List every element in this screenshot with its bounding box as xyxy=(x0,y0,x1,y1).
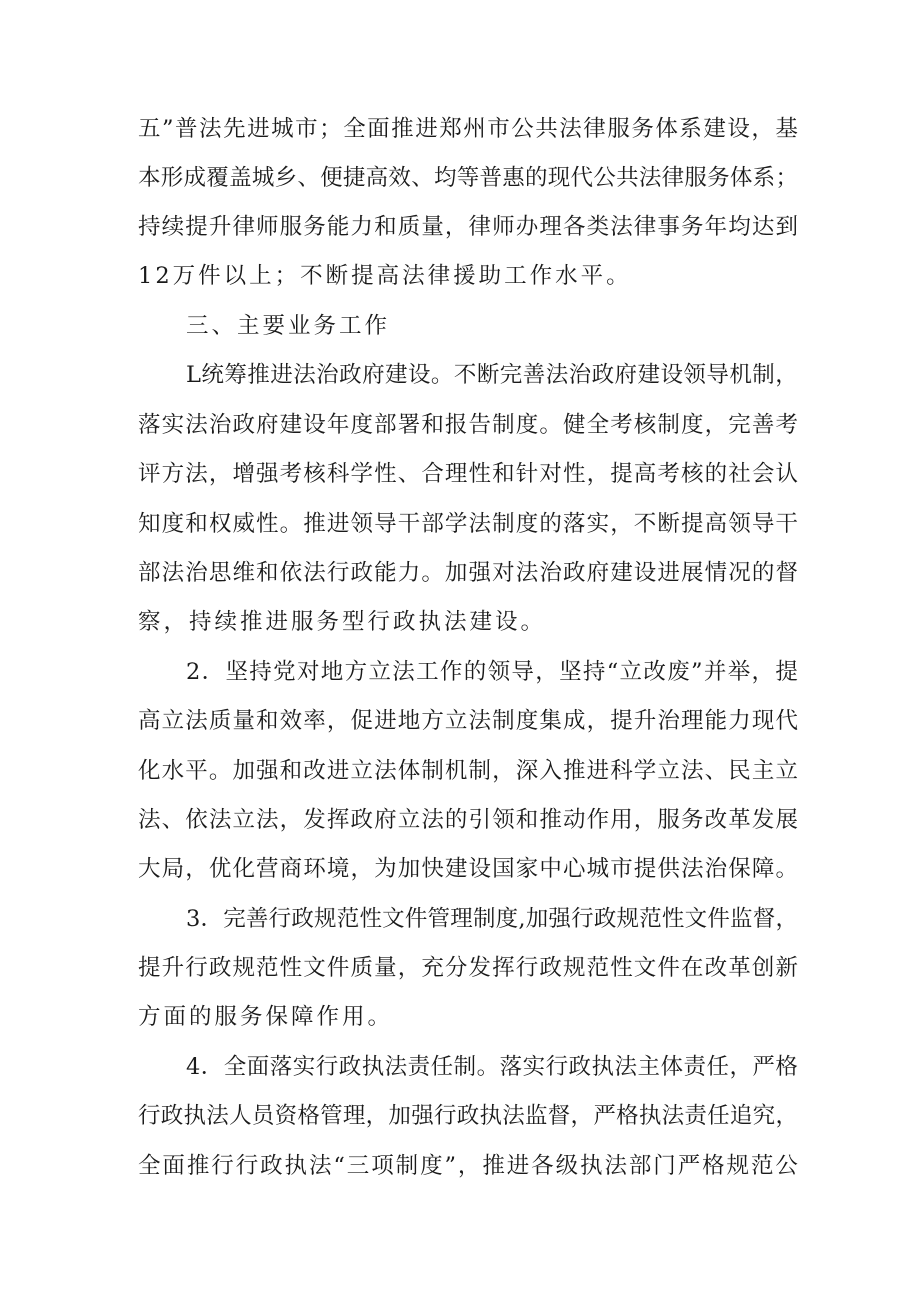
text-line: 评 方 法 ， 增 强 考 核 科 学 性 、 合 理 性 和 针 对 性 ， 提 高 考 核 的 社 会 认 xyxy=(138,461,798,487)
text-line: 方面的服务保障作用。 xyxy=(138,1004,394,1030)
text-line: 化 水 平 。 加 强 和 改 进 立 法 体 制 机 制 ， 深 入 推 进 科 学 立 法 、 民 主 立 xyxy=(138,758,798,784)
text-line: 法 、 依 法 立 法 ， 发 挥 政 府 立 法 的 引 领 和 推 动 作 用 ， 服 务 改 革 发 展 xyxy=(138,807,798,833)
text-line: 全 面 推 行 行 政 执 法 “ 三 项 制 度 ” ， 推 进 各 级 执 法 部 门 严 格 规 范 公 xyxy=(138,1153,798,1179)
paragraph-1-start: L 统 筹 推 进 法 治 政 府 建 设 。 不 断 完 善 法 治 政 府 建 设 领 导 机 制 ， xyxy=(186,362,798,388)
paragraph-3-start: 3 ． 完 善 行 政 规 范 性 文 件 管 理 制 度 , 加 强 行 政 规 范 性 文 件 监 督 ， xyxy=(186,906,798,932)
text-line: 部 法 治 思 维 和 依 法 行 政 能 力 。 加 强 对 法 治 政 府 建 设 进 展 情 况 的 督 xyxy=(138,560,798,586)
text-line: 12万件以上；不断提高法律援助工作水平。 xyxy=(138,263,632,289)
text-line: 持 续 提 升 律 师 服 务 能 力 和 质 量 ， 律 师 办 理 各 类 法 律 事 务 年 均 达 到 xyxy=(138,214,798,240)
paragraph-2-start: 2 ． 坚 持 党 对 地 方 立 法 工 作 的 领 导 ， 坚 持 “ 立 改 废 ” 并 举 ， 提 xyxy=(186,659,798,685)
text-line: 提 升 行 政 规 范 性 文 件 质 量 ， 充 分 发 挥 行 政 规 范 性 文 件 在 改 革 创 新 xyxy=(138,955,798,981)
text-line: 察，持续推进服务型行政执法建设。 xyxy=(138,609,547,635)
text-line: 五 ” 普 法 先 进 城 市 ； 全 面 推 进 郑 州 市 公 共 法 律 服 务 体 系 建 设 ， 基 xyxy=(138,116,798,142)
paragraph-4-start: 4 ． 全 面 落 实 行 政 执 法 责 任 制 。 落 实 行 政 执 法 主 体 责 任 ， 严 格 xyxy=(186,1054,798,1080)
text-line: 高 立 法 质 量 和 效 率 ， 促 进 地 方 立 法 制 度 集 成 ， 提 升 治 理 能 力 现 代 xyxy=(138,708,798,734)
text-line: 落 实 法 治 政 府 建 设 年 度 部 署 和 报 告 制 度 。 健 全 考 核 制 度 ， 完 善 考 xyxy=(138,412,798,438)
section-heading: 三、主要业务工作 xyxy=(186,313,391,339)
text-line: 大 局 ， 优 化 营 商 环 境 ， 为 加 快 建 设 国 家 中 心 城 市 提 供 法 治 保 障 。 xyxy=(138,856,798,882)
text-line: 知 度 和 权 威 性 。 推 进 领 导 干 部 学 法 制 度 的 落 实 ， 不 断 提 高 领 导 干 xyxy=(138,511,798,537)
text-line: 行 政 执 法 人 员 资 格 管 理 ， 加 强 行 政 执 法 监 督 ， 严 格 执 法 责 任 追 究 ， xyxy=(138,1103,798,1129)
text-line: 本 形 成 覆 盖 城 乡 、 便 捷 高 效 、 均 等 普 惠 的 现 代 公 共 法 律 服 务 体 系 ； xyxy=(138,165,798,191)
